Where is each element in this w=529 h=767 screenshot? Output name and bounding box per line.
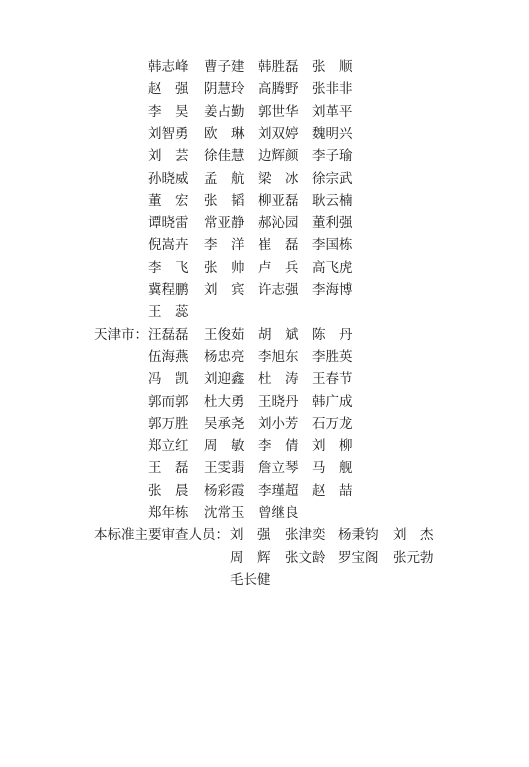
- person-name: 杨忠亮: [204, 348, 245, 365]
- committee-block1-row: [0, 123, 529, 145]
- reviewers-row: [0, 524, 529, 546]
- person-name: 李 倩: [258, 438, 299, 455]
- person-name: 韩胜磊: [258, 59, 299, 75]
- committee-block1-row: [0, 145, 529, 167]
- person-name: 赵 喆: [312, 482, 353, 499]
- person-name: 常亚静: [204, 215, 245, 232]
- person-name: 孙晓威: [148, 170, 189, 187]
- person-name: 徐宗武: [312, 170, 353, 187]
- committee-block1-row: [0, 56, 529, 78]
- person-name: 孟 航: [204, 170, 245, 187]
- person-name: 张 韬: [204, 192, 245, 209]
- person-name: 杨秉钧: [338, 527, 379, 544]
- committee-block1-row: [0, 168, 529, 190]
- tianjin-row: [0, 346, 529, 368]
- person-name: 李旭东: [258, 348, 299, 365]
- person-name: 韩志峰: [148, 59, 189, 75]
- person-name: 刘 杰: [393, 527, 434, 544]
- person-name: 曾继良: [258, 505, 299, 521]
- person-name: 张津奕: [285, 527, 326, 544]
- person-name: 郑年栋: [148, 505, 189, 521]
- person-name: 郭万胜: [148, 415, 189, 432]
- person-name: 曹子建: [204, 59, 245, 75]
- reviewers-label: 本标准主要审查人员：: [94, 527, 229, 544]
- person-name: 王晓丹: [258, 393, 299, 410]
- person-name: 刘 强: [230, 527, 271, 544]
- person-name: 吴承尧: [204, 415, 245, 432]
- person-name: 冀程鹏: [148, 282, 189, 298]
- person-name: 许志强: [258, 282, 299, 298]
- person-name: 董利强: [312, 215, 353, 232]
- person-name: 韩广成: [312, 393, 353, 410]
- person-name: 刘小芳: [258, 415, 299, 432]
- person-name: 毛长健: [230, 571, 271, 588]
- person-name: 王 蕊: [148, 304, 189, 321]
- person-name: 姜占勤: [204, 103, 245, 120]
- person-name: 张 顺: [312, 59, 353, 75]
- person-name: 王春节: [312, 371, 353, 388]
- person-name: 边辉颜: [258, 148, 299, 165]
- committee-block1-row: [0, 212, 529, 234]
- committee-block1-row: [0, 301, 529, 323]
- person-name: 王 磊: [148, 460, 189, 477]
- person-name: 徐佳慧: [204, 148, 245, 165]
- person-name: 郭世华: [258, 103, 299, 120]
- person-name: 李 洋: [204, 237, 245, 254]
- person-name: 李 飞: [148, 259, 189, 276]
- person-name: 陈 丹: [312, 326, 353, 343]
- committee-block1-row: [0, 234, 529, 256]
- person-name: 高腾野: [258, 81, 299, 98]
- tianjin-row: [0, 413, 529, 435]
- person-name: 汪磊磊: [148, 326, 189, 343]
- person-name: 刘智勇: [148, 125, 189, 142]
- person-name: 谭晓雷: [148, 215, 189, 232]
- person-name: 李瑾超: [258, 482, 299, 499]
- tianjin-row: [0, 502, 529, 524]
- tianjin-label: 天津市：: [94, 326, 148, 343]
- person-name: 赵 强: [148, 81, 189, 98]
- person-name: 李国栋: [312, 237, 353, 254]
- person-name: 张文龄: [285, 549, 326, 566]
- person-name: 张元勃: [393, 549, 434, 566]
- person-name: 倪嵩卉: [148, 237, 189, 254]
- person-name: 阴慧玲: [204, 81, 245, 98]
- tianjin-row: [0, 391, 529, 413]
- tianjin-row: [0, 324, 529, 346]
- person-name: 张非非: [312, 81, 353, 98]
- person-name: 卢 兵: [258, 259, 299, 276]
- person-name: 杜大勇: [204, 393, 245, 410]
- tianjin-row: [0, 457, 529, 479]
- person-name: 李胜英: [312, 348, 353, 365]
- person-name: 梁 冰: [258, 170, 299, 187]
- committee-block1-row: [0, 101, 529, 123]
- person-name: 周 敏: [204, 438, 245, 455]
- person-name: 马 舰: [312, 460, 353, 477]
- person-name: 欧 琳: [204, 125, 245, 142]
- person-name: 沈常玉: [204, 505, 245, 521]
- person-name: 张 晨: [148, 482, 189, 499]
- person-name: 李 昊: [148, 103, 189, 120]
- person-name: 伍海燕: [148, 348, 189, 365]
- committee-block1-row: [0, 190, 529, 212]
- reviewers-row: [0, 569, 529, 591]
- person-name: 李海博: [312, 282, 353, 298]
- person-name: 刘 柳: [312, 438, 353, 455]
- person-name: 郝沁园: [258, 215, 299, 232]
- reviewers-row: [0, 547, 529, 569]
- tianjin-row: [0, 368, 529, 390]
- person-name: 崔 磊: [258, 237, 299, 254]
- person-name: 刘 芸: [148, 148, 189, 165]
- person-name: 魏明兴: [312, 125, 353, 142]
- person-name: 柳亚磊: [258, 192, 299, 209]
- person-name: 郑立红: [148, 438, 189, 455]
- tianjin-row: [0, 435, 529, 457]
- person-name: 刘革平: [312, 103, 353, 120]
- person-name: 李子瑜: [312, 148, 353, 165]
- person-name: 杜 涛: [258, 371, 299, 388]
- committee-block1-row: [0, 257, 529, 279]
- person-name: 胡 斌: [258, 326, 299, 343]
- person-name: 张 帅: [204, 259, 245, 276]
- person-name: 王俊茹: [204, 326, 245, 343]
- person-name: 杨彩霞: [204, 482, 245, 499]
- person-name: 董 宏: [148, 192, 189, 209]
- person-name: 王雯翡: [204, 460, 245, 477]
- person-name: 周 辉: [230, 549, 271, 566]
- person-name: 耿云楠: [312, 192, 353, 209]
- person-name: 石万龙: [312, 415, 353, 432]
- person-name: 詹立琴: [258, 460, 299, 477]
- person-name: 刘迎鑫: [204, 371, 245, 388]
- person-name: 刘双婷: [258, 125, 299, 142]
- committee-block1-row: [0, 279, 529, 301]
- committee-block1-row: [0, 78, 529, 100]
- person-name: 罗宝阁: [338, 549, 379, 566]
- tianjin-row: [0, 480, 529, 502]
- person-name: 高飞虎: [312, 259, 353, 276]
- person-name: 郭而郭: [148, 393, 189, 410]
- person-name: 刘 宾: [204, 282, 245, 298]
- person-name: 冯 凯: [148, 371, 189, 388]
